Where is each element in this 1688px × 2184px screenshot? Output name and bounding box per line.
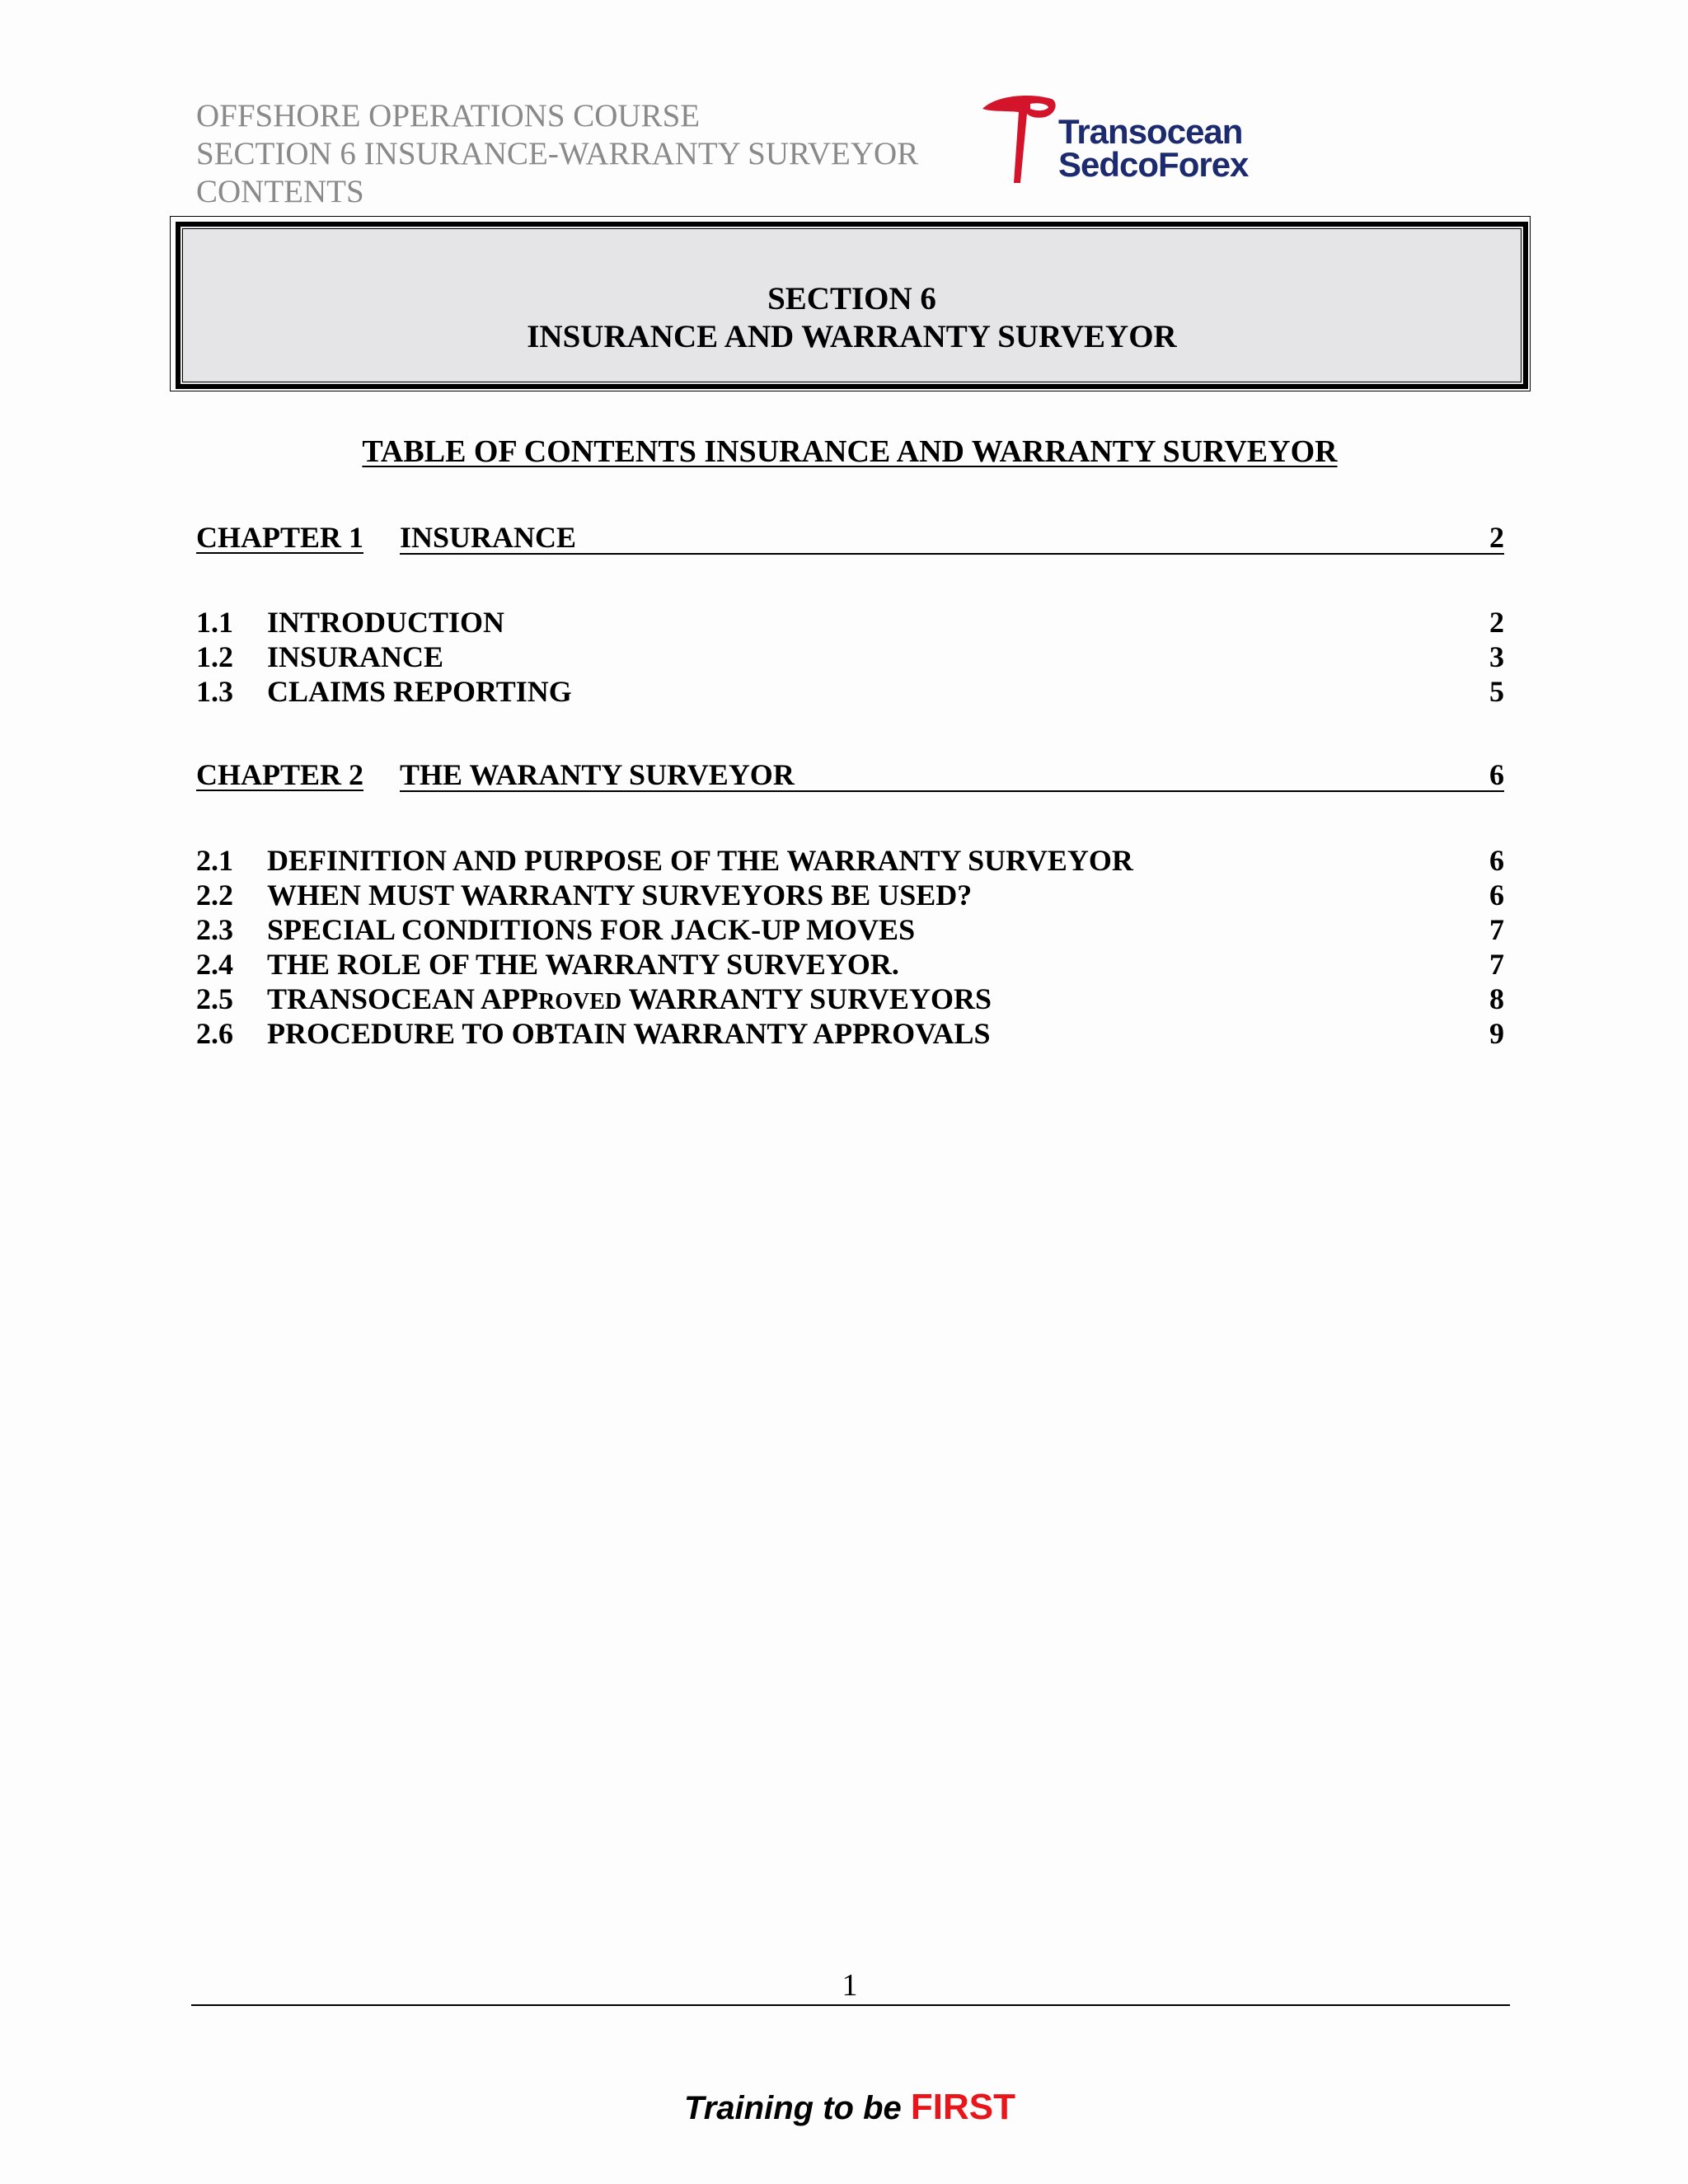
toc-entry[interactable]: 2.6 PROCEDURE TO OBTAIN WARRANTY APPROVALS 9 xyxy=(196,1017,1504,1050)
chapter-page: 2 xyxy=(1489,521,1504,554)
chapter-title: THE WARANTY SURVEYOR xyxy=(400,757,1504,792)
section-banner xyxy=(170,216,1531,391)
toc-entry[interactable]: 2.2 WHEN MUST WARRANTY SURVEYORS BE USED? 6 xyxy=(196,879,1504,912)
toc-entry[interactable]: 1.2 INSURANCE 3 xyxy=(196,640,1504,673)
logo-line-2: SedcoForex xyxy=(1058,145,1249,184)
toc-entry[interactable]: 1.1 INTRODUCTION 2 xyxy=(196,606,1504,639)
page-number: 1 xyxy=(842,1968,858,2003)
header-contents: CONTENTS xyxy=(196,174,364,209)
toc-chapter-2[interactable] xyxy=(196,757,1504,795)
logo-line-1: Transocean xyxy=(1058,112,1243,151)
chapter-number: CHAPTER 1 xyxy=(196,521,364,554)
toc-entry[interactable]: 2.3 SPECIAL CONDITIONS FOR JACK-UP MOVES 7 xyxy=(196,913,1504,946)
toc-entry[interactable]: 1.3 CLAIMS REPORTING 5 xyxy=(196,675,1504,708)
transocean-logo xyxy=(979,92,1259,191)
chapter-number: CHAPTER 2 xyxy=(196,758,364,791)
footer-divider xyxy=(191,2004,1510,2006)
toc-chapter-1[interactable] xyxy=(196,520,1504,558)
header-section: SECTION 6 INSURANCE-WARRANTY SURVEYOR xyxy=(196,136,919,171)
toc-title: TABLE OF CONTENTS INSURANCE AND WARRANTY SURVEYOR xyxy=(362,434,1338,469)
section-number: SECTION 6 xyxy=(767,281,936,316)
header-course: OFFSHORE OPERATIONS COURSE xyxy=(196,98,701,134)
section-title xyxy=(183,280,1521,356)
section-name: INSURANCE AND WARRANTY SURVEYOR xyxy=(527,319,1177,354)
tagline-emphasis: FIRST xyxy=(910,2087,1015,2127)
toc-entry[interactable]: 2.5 TRANSOCEAN APPROVED WARRANTY SURVEYORS 8 xyxy=(196,982,1504,1015)
chapter-title: INSURANCE xyxy=(400,520,1504,555)
logo-mark-icon xyxy=(979,92,1062,191)
chapter-page: 6 xyxy=(1489,758,1504,791)
toc-entry[interactable]: 2.1 DEFINITION AND PURPOSE OF THE WARRANTY SURVEYOR 6 xyxy=(196,844,1504,877)
toc-entry[interactable]: 2.4 THE ROLE OF THE WARRANTY SURVEYOR. 7 xyxy=(196,948,1504,981)
running-header xyxy=(196,97,918,211)
logo-wordmark xyxy=(1058,112,1249,184)
footer-tagline: Training to be FIRST xyxy=(684,2087,1015,2127)
